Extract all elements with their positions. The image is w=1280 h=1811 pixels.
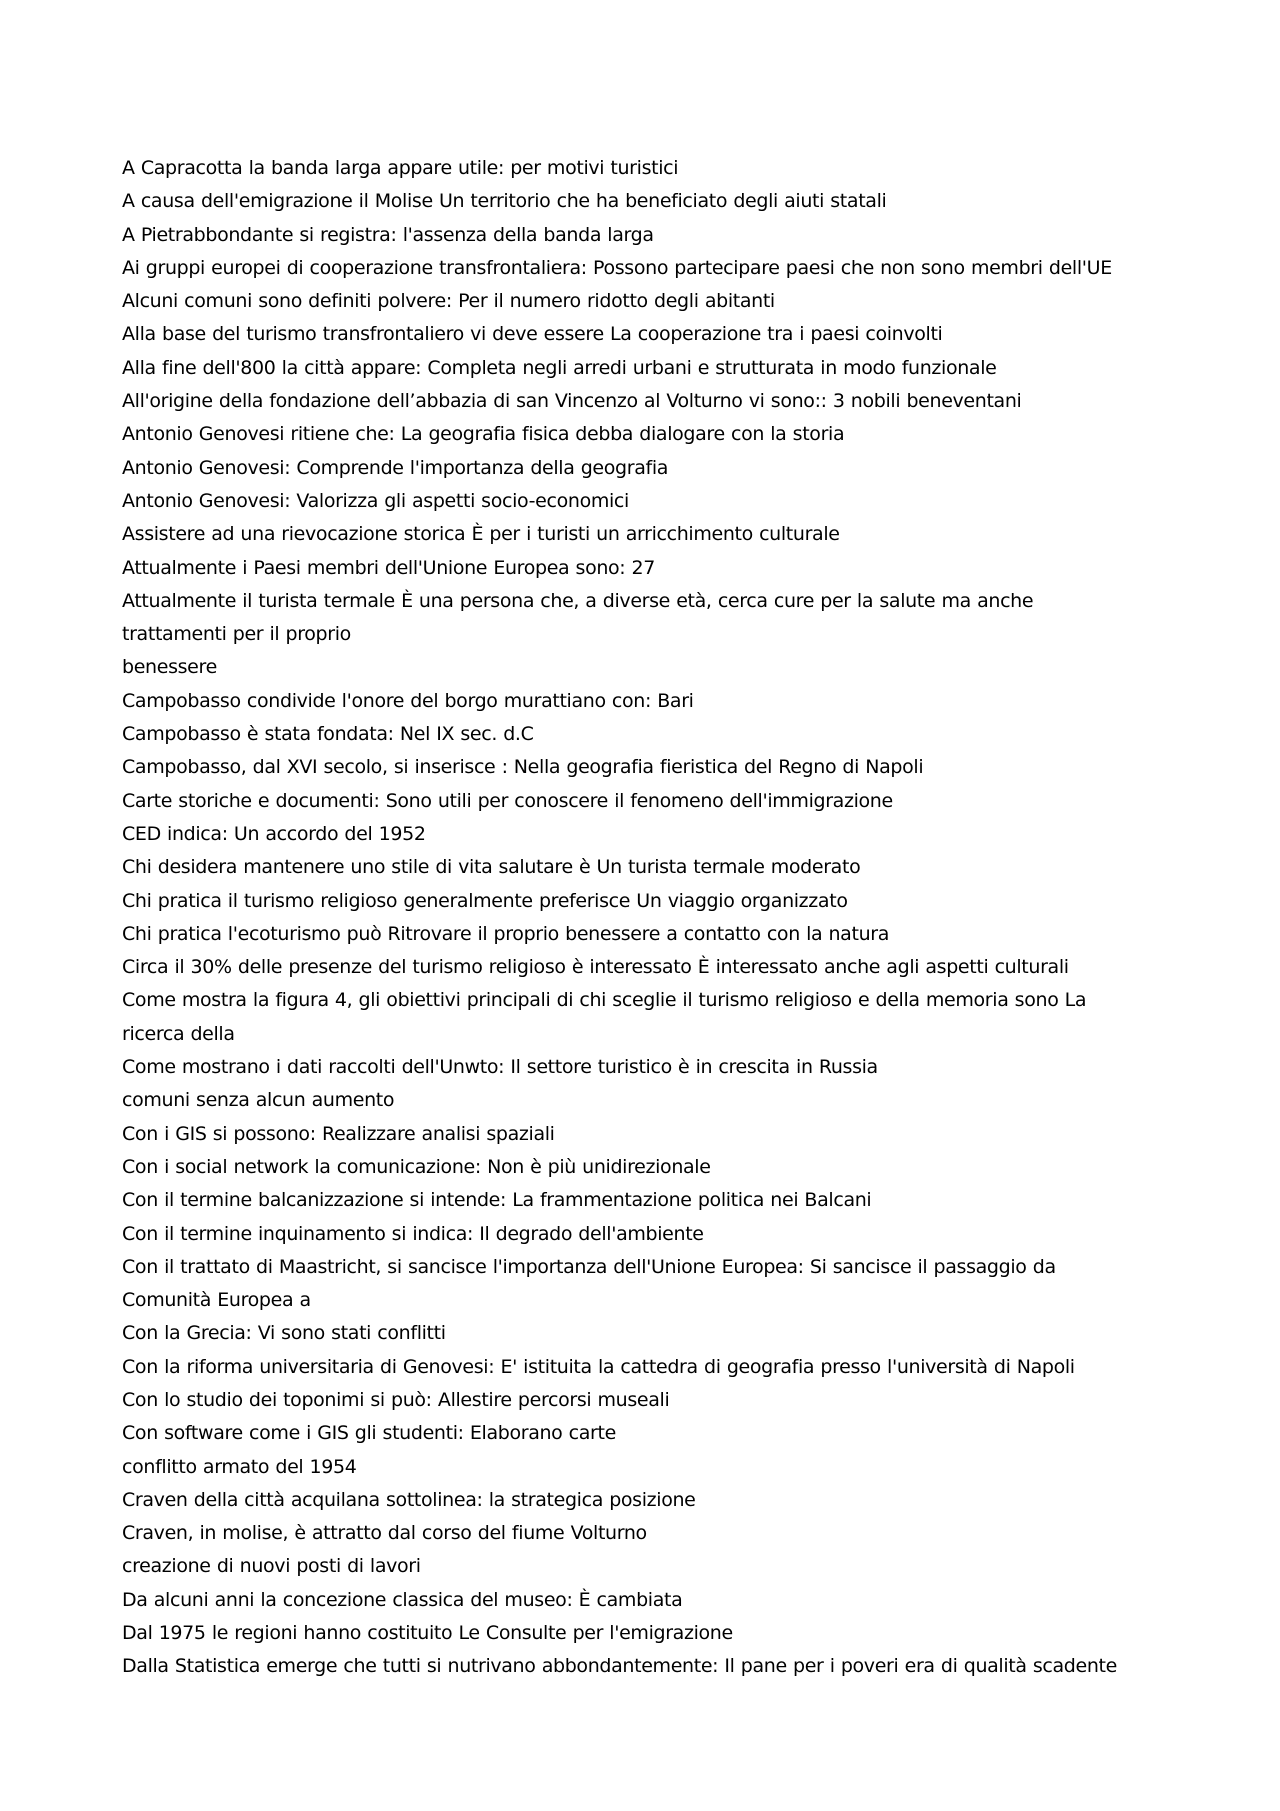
text-line: Con lo studio dei toponimi si può: Allestire percorsi museali [122,1388,670,1411]
text-line: Campobasso, dal XVI secolo, si inserisce : Nella geografia fieristica del Regno di Napoli [122,756,924,779]
text-line: Chi pratica l'ecoturismo può Ritrovare il proprio benessere a contatto con la natura [122,922,890,945]
text-line: Con la riforma universitaria di Genovesi: E' istituita la cattedra di geografia presso l'università di Napoli [122,1355,1075,1378]
text-line: Con i social network la comunicazione: Non è più unidirezionale [122,1155,711,1178]
text-line: Campobasso è stata fondata: Nel IX sec. d.C [122,723,534,746]
text-line: benessere [122,656,217,679]
text-line: Da alcuni anni la concezione classica del museo: È cambiata [122,1588,683,1611]
text-line: Antonio Genovesi: Comprende l'importanza della geografia [122,456,669,479]
text-line: Come mostrano i dati raccolti dell'Unwto: Il settore turistico è in crescita in Russia [122,1056,878,1079]
text-line: Ai gruppi europei di cooperazione transfrontaliera: Possono partecipare paesi che non sono membri dell'UE [122,256,1112,279]
document-text [122,152,1252,1684]
text-line: Alla fine dell'800 la città appare: Completa negli arredi urbani e strutturata in modo funzionale [122,356,997,379]
text-line: Dal 1975 le regioni hanno costituito Le Consulte per l'emigrazione [122,1622,733,1645]
text-line: Carte storiche e documenti: Sono utili per conoscere il fenomeno dell'immigrazione [122,789,893,812]
text-line: Alcuni comuni sono definiti polvere: Per il numero ridotto degli abitanti [122,290,775,313]
text-line: Antonio Genovesi ritiene che: La geografia fisica debba dialogare con la storia [122,423,845,446]
text-line: Circa il 30% delle presenze del turismo religioso è interessato È interessato anche agli aspetti culturali [122,956,1069,979]
text-line: A Capracotta la banda larga appare utile: per motivi turistici [122,157,679,179]
text-line: Con il trattato di Maastricht, si sancisce l'importanza dell'Unione Europea: Si sancisce il passaggio da [122,1255,1056,1278]
text-line: A Pietrabbondante si registra: l'assenza della banda larga [122,223,654,246]
text-line: Con i GIS si possono: Realizzare analisi spaziali [122,1122,555,1145]
text-line: Comunità Europea a [122,1289,311,1312]
text-line: Chi pratica il turismo religioso generalmente preferisce Un viaggio organizzato [122,889,848,912]
text-line: Con il termine inquinamento si indica: Il degrado dell'ambiente [122,1222,704,1245]
text-line: All'origine della fondazione dell’abbazia di san Vincenzo al Volturno vi sono:: 3 nobili beneventani [122,390,1022,413]
text-line: Chi desidera mantenere uno stile di vita salutare è Un turista termale moderato [122,856,861,879]
text-line: Con software come i GIS gli studenti: Elaborano carte [122,1422,616,1445]
text-line: Assistere ad una rievocazione storica È per i turisti un arricchimento culturale [122,523,840,546]
text-line: Con la Grecia: Vi sono stati conflitti [122,1322,446,1345]
text-line: A causa dell'emigrazione il Molise Un territorio che ha beneficiato degli aiuti statali [122,190,887,213]
text-line: conflitto armato del 1954 [122,1455,357,1478]
text-line: comuni senza alcun aumento [122,1089,395,1112]
text-line: Alla base del turismo transfrontaliero vi deve essere La cooperazione tra i paesi coinvolti [122,323,943,346]
text-line: Con il termine balcanizzazione si intende: La frammentazione politica nei Balcani [122,1189,872,1212]
text-line: Attualmente i Paesi membri dell'Unione Europea sono: 27 [122,556,656,579]
text-line: Campobasso condivide l'onore del borgo murattiano con: Bari [122,689,694,712]
text-line: Attualmente il turista termale È una persona che, a diverse età, cerca cure per la salute ma anche [122,589,1034,612]
text-line: Craven, in molise, è attratto dal corso del fiume Volturno [122,1522,647,1545]
text-line: creazione di nuovi posti di lavori [122,1555,421,1578]
text-line: CED indica: Un accordo del 1952 [122,822,426,845]
text-line: ricerca della [122,1022,235,1045]
text-line: Come mostra la figura 4, gli obiettivi principali di chi sceglie il turismo religioso e della memoria sono La [122,989,1087,1012]
text-line: trattamenti per il proprio [122,623,351,646]
text-line: Dalla Statistica emerge che tutti si nutrivano abbondantemente: Il pane per i poveri era di qualità scadente [122,1655,1117,1678]
text-line: Craven della città acquilana sottolinea: la strategica posizione [122,1488,696,1511]
text-line: Antonio Genovesi: Valorizza gli aspetti socio-economici [122,489,629,512]
